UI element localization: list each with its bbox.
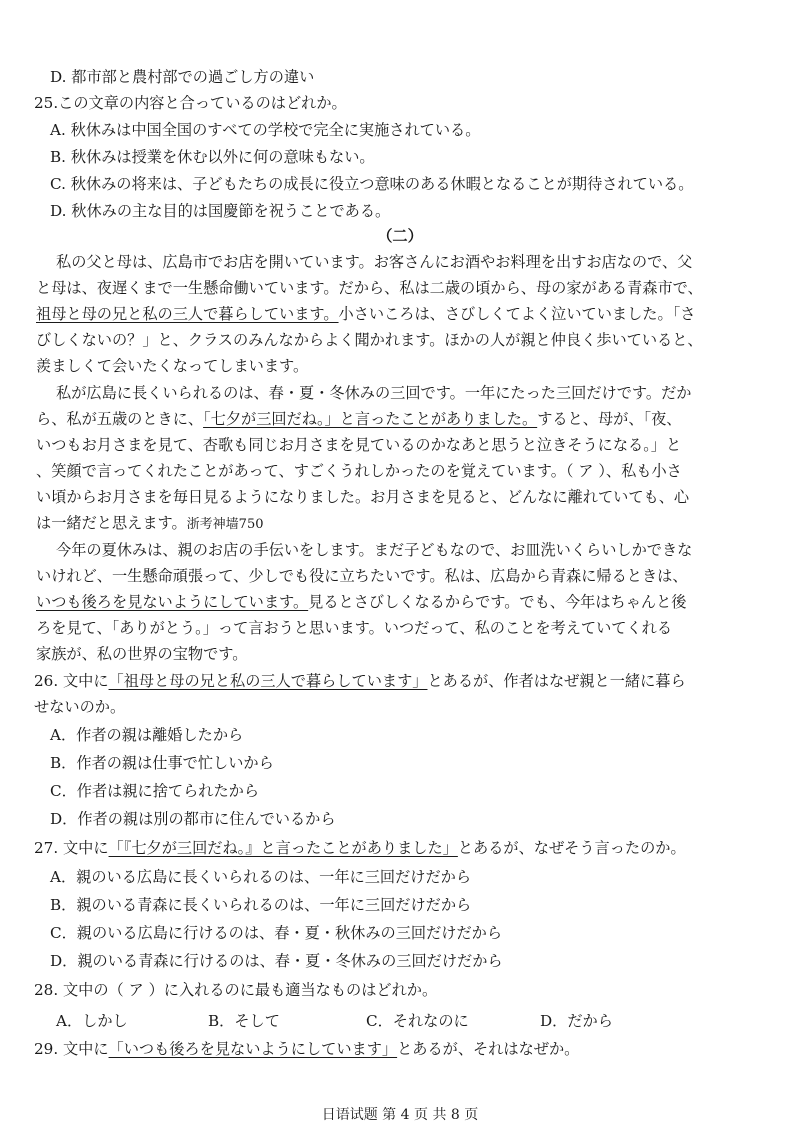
q28-question: 28. 文中の（ ア ）に入れるのに最も適当なものはどれか。 [34, 981, 438, 999]
passage-text: 小さいころは、さびしくてよく泣いていました。「さ [338, 305, 696, 323]
passage-line: 私が広島に長くいられるのは、春・夏・冬休みの三回です。一年にたった三回だけです。だか [56, 384, 692, 402]
passage-line [36, 591, 687, 613]
passage-text: すると、母が、「夜、 [537, 410, 682, 428]
underlined-phrase-q27: 「七夕が三回だね。」と言ったことがありました。 [203, 410, 538, 428]
question-prefix: 29. 文中に [34, 1040, 109, 1058]
page-footer: 日语试题 第 4 页 共 8 页 [321, 1107, 479, 1123]
passage-line: 羨ましくて会いたくなってしまいます。 [36, 357, 309, 375]
passage-line [36, 303, 695, 325]
passage-line [36, 512, 264, 536]
passage-line: ろを見て、「ありがとう。」って言おうと思います。いつだって、私のことを考えていてくれる [36, 619, 673, 637]
passage-line [36, 408, 681, 430]
question-suffix: とあるが、それはなぜか。 [397, 1040, 580, 1058]
passage-line: いつもお月さまを見て、杏歌も同じお月さまを見ているのかなあと思うと泣きそうになる。」と [36, 436, 682, 454]
q25-option-d: D. 秋休みの主な目的は国慶節を祝うことである。 [50, 202, 391, 220]
q25-option-b: B. 秋休みは授業を休む以外に何の意味もない。 [50, 148, 375, 166]
watermark-text: 浙考神墙750 [186, 517, 264, 532]
q27-question [34, 837, 686, 859]
q26-option-a: A．作者の親は離婚したから [50, 726, 244, 744]
section-title: （二） [377, 227, 423, 245]
q27-option-c: C．親のいる広島に行けるのは、春・夏・秋休みの三回だけだから [50, 924, 503, 942]
passage-line: いけれど、一生懸命頑張って、少しでも役に立ちたいです。私は、広島から青森に帰るときは、 [36, 567, 688, 585]
q29-question [34, 1038, 579, 1060]
question-quote: 「『七夕が三回だね。』と言ったことがありました」 [108, 839, 458, 857]
passage-text: ら、私が五歳のときに、 [36, 410, 204, 428]
passage-line: い頃からお月さまを毎日見るようになりました。お月さまを見ると、どんなに離れていても、心 [36, 488, 690, 506]
underlined-phrase-q29: いつも後ろを見ないようにしています。 [36, 593, 309, 611]
passage-line: 私の父と母は、広島市でお店を開いています。お客さんにお酒やお料理を出すお店なので、父 [56, 253, 693, 271]
q26-option-b: B．作者の親は仕事で忙しいから [50, 754, 274, 772]
q25-option-c: C. 秋休みの将来は、子どもたちの成長に役立つ意味のある休暇となることが期待されている。 [50, 175, 694, 193]
q26-option-c: C．作者は親に捨てられたから [50, 782, 260, 800]
question-suffix: とあるが、なぜそう言ったのか。 [457, 839, 686, 857]
q26-question [34, 670, 686, 692]
passage-text: は一緒だと思えます。 [36, 514, 187, 532]
question-quote: 「祖母と母の兄と私の三人で暮らしています」 [108, 672, 428, 690]
underlined-phrase-q26: 祖母と母の兄と私の三人で暮らしています。 [36, 305, 339, 323]
q24-option-d: D. 都市部と農村部での過ごし方の違い [50, 68, 315, 86]
question-prefix: 26. 文中に [34, 672, 109, 690]
question-quote: 「いつも後ろを見ないようにしています」 [108, 1040, 398, 1058]
q28-option-d: D．だから [540, 1012, 613, 1030]
q25-question: 25.この文章の内容と合っているのはどれか。 [34, 94, 347, 112]
q28-option-a: A．しかし [56, 1012, 128, 1030]
q27-option-a: A．親のいる広島に長くいられるのは、一年に三回だけだから [50, 868, 472, 886]
q26-option-d: D．作者の親は別の都市に住んでいるから [50, 810, 336, 828]
passage-line: と母は、夜遅くまで一生懸命働いています。だから、私は二歳の頃から、母の家がある青森市で、 [36, 279, 703, 297]
question-suffix: とあるが、作者はなぜ親と一緒に暮ら [427, 672, 686, 690]
q27-option-b: B．親のいる青森に長くいられるのは、一年に三回だけだから [50, 896, 472, 914]
q26-question-line2: せないのか。 [34, 698, 126, 716]
question-prefix: 27. 文中に [34, 839, 109, 857]
passage-text: 見るとさびしくなるからです。でも、今年はちゃんと後 [308, 593, 687, 611]
passage-line: びしくないの？」と、クラスのみんなからよく聞かれます。ほかの人が親と仲良く歩いていると、 [36, 331, 703, 349]
passage-line: 家族が、私の世界の宝物です。 [36, 645, 248, 663]
q28-option-c: C．それなのに [366, 1012, 469, 1030]
q28-option-b: B．そして [208, 1012, 280, 1030]
q25-option-a: A. 秋休みは中国全国のすべての学校で完全に実施されている。 [50, 121, 481, 139]
q27-option-d: D．親のいる青森に行けるのは、春・夏・冬休みの三回だけだから [50, 952, 503, 970]
passage-line: 今年の夏休みは、親のお店の手伝いをします。まだ子どもなので、お皿洗いくらいしかできな [56, 541, 693, 559]
passage-line: 、笑顔で言ってくれたことがあって、すごくうれしかったのを覚えています。（ ア ）、私も小さ [36, 462, 682, 480]
